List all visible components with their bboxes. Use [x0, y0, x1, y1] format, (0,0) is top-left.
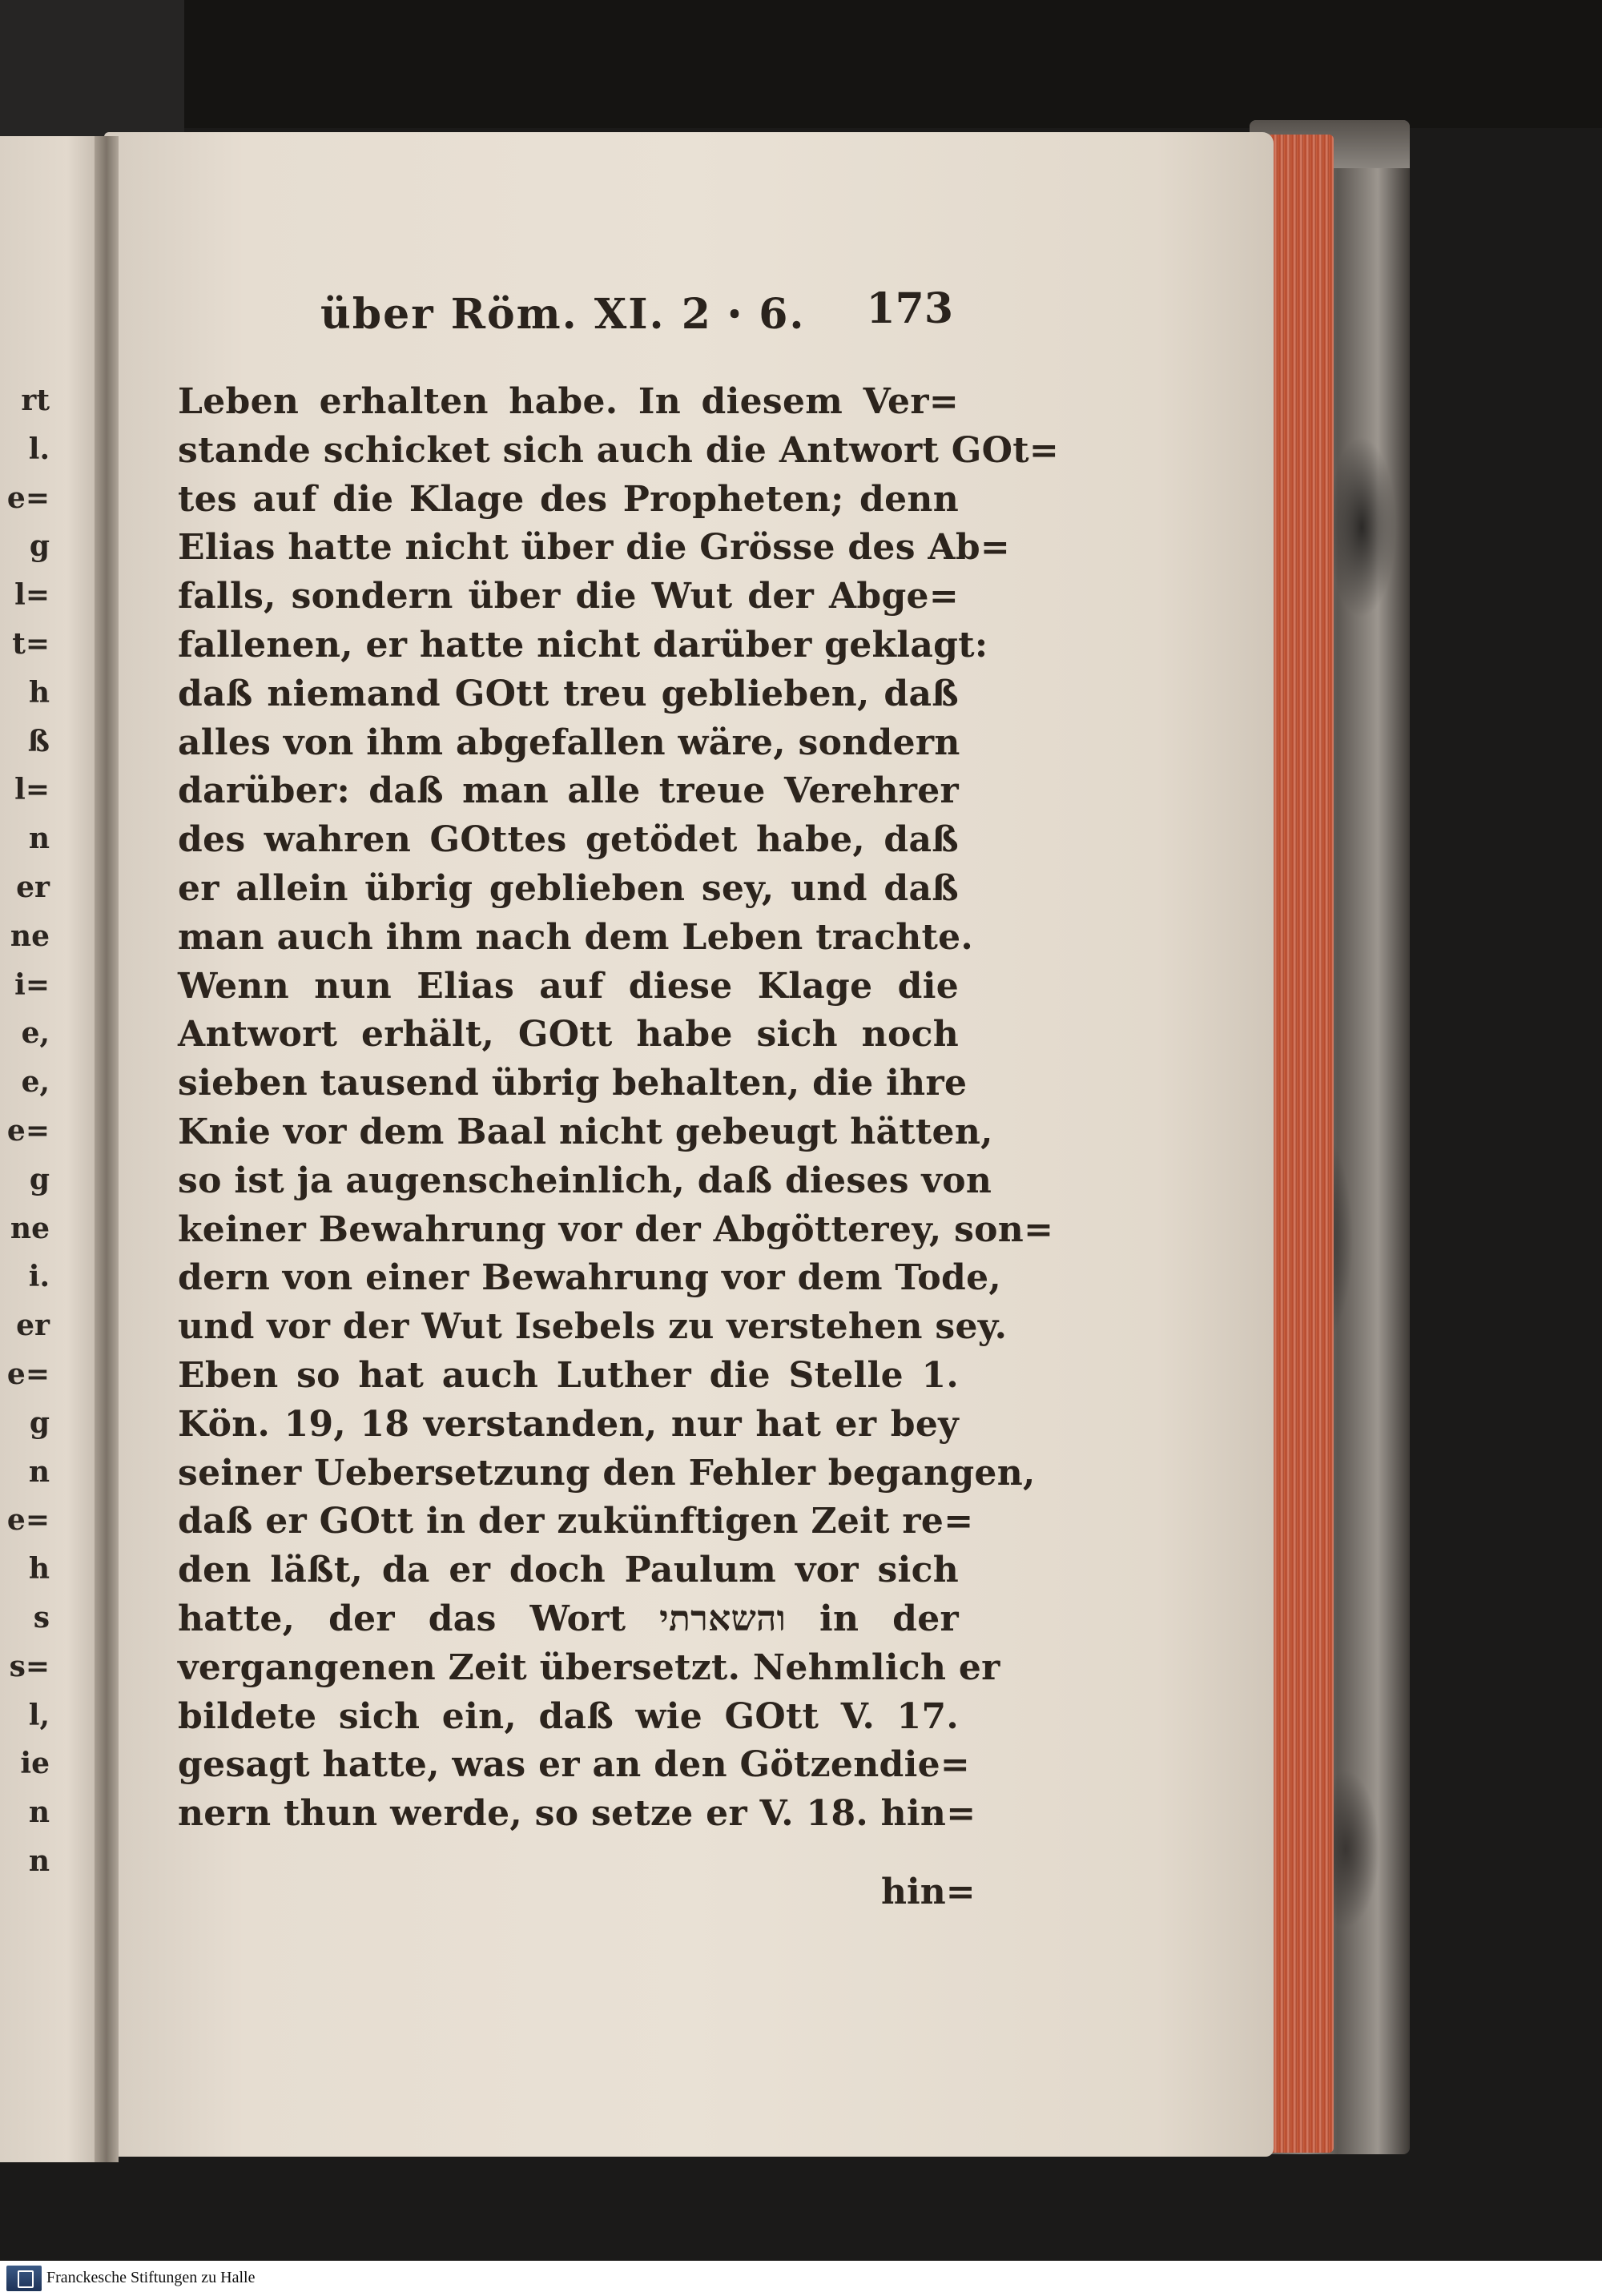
text-line: er allein übrig geblieben sey, und daß	[178, 867, 959, 909]
left-page-line-end: e,	[21, 1065, 50, 1100]
text-line: Eben so hat auch Luther die Stelle 1.	[178, 1354, 959, 1396]
left-page-line-end: rt	[21, 384, 50, 417]
left-page-line-end: e=	[6, 481, 50, 515]
left-page-line-end: e,	[21, 1016, 50, 1051]
left-page-line-end: n	[28, 1795, 50, 1830]
text-line: Elias hatte nicht über die Grösse des Ab=	[178, 527, 1011, 569]
left-page-line-end: ne	[10, 1211, 50, 1245]
left-page-line-end: l=	[14, 773, 50, 807]
text-line: gesagt hatte, was er an den Götzendie=	[178, 1744, 971, 1786]
page-body-text	[178, 378, 1060, 1839]
left-page-line-end: s	[33, 1600, 50, 1635]
text-line: fallenen, er hatte nicht darüber geklagt:	[178, 624, 988, 665]
left-page-line-end: h	[28, 675, 50, 710]
scan-background-corner	[0, 0, 184, 140]
text-line: Kön. 19, 18 verstanden, nur hat er bey	[178, 1403, 959, 1445]
left-page-line-end: e=	[6, 1357, 50, 1391]
text-line: hatte, der das Wort והשארתי in der	[178, 1598, 959, 1639]
book-gutter	[95, 136, 119, 2162]
left-page-line-ends	[0, 376, 50, 1886]
left-page-line-end: s=	[9, 1649, 50, 1683]
text-line: Antwort erhält, GOtt habe sich noch	[178, 1014, 959, 1056]
text-line: sieben tausend übrig behalten, die ihre	[178, 1063, 968, 1104]
left-page-line-end: er	[16, 870, 50, 904]
left-page-line-end: i.	[28, 1260, 50, 1294]
text-line: tes auf die Klage des Propheten; denn	[178, 478, 959, 520]
left-page-line-end: l,	[28, 1698, 50, 1732]
left-page-line-end: g	[29, 1162, 50, 1196]
text-line: daß niemand GOtt treu geblieben, daß	[178, 673, 959, 714]
text-line: Leben erhalten habe. In diesem Ver=	[178, 381, 959, 422]
left-page-line-end: t=	[12, 626, 50, 661]
left-page-line-end: g	[29, 1405, 50, 1440]
text-line: des wahren GOttes getödet habe, daß	[178, 819, 959, 861]
footer-credit: Franckesche Stiftungen zu Halle	[46, 2269, 256, 2286]
page-number: 173	[866, 284, 953, 333]
text-line: seiner Uebersetzung den Fehler begangen,	[178, 1452, 1036, 1494]
left-page-line-end: l=	[14, 578, 50, 613]
left-page-line-end: n	[28, 822, 50, 856]
text-line: daß er GOtt in der zukünftigen Zeit re=	[178, 1501, 974, 1542]
left-page-line-end: ne	[10, 919, 50, 953]
left-page-line-end: ie	[20, 1747, 50, 1781]
text-line: stande schicket sich auch die Antwort GOt=	[178, 429, 1060, 471]
running-title: über Röm. XI. 2 ꞏ 6.	[320, 290, 806, 339]
text-line: nern thun werde, so setze er V. 18. hin=	[178, 1793, 976, 1835]
left-page-line-end: er	[16, 1309, 50, 1343]
text-line: darüber: daß man alle treue Verehrer	[178, 770, 959, 812]
text-line: und vor der Wut Isebels zu verstehen sey.	[178, 1306, 1008, 1348]
scan-background-top	[0, 0, 1602, 128]
text-line: so ist ja augenscheinlich, daß dieses von	[178, 1160, 992, 1201]
franckesche-stiftungen-logo-icon	[6, 2266, 42, 2291]
left-page-line-end: e=	[6, 1113, 50, 1148]
footer-bar	[0, 2261, 1602, 2296]
text-line: vergangenen Zeit übersetzt. Nehmlich er	[178, 1647, 1000, 1688]
catchword: hin=	[881, 1872, 976, 1912]
text-line: Wenn nun Elias auf diese Klage die	[178, 965, 959, 1007]
page-header	[320, 284, 953, 340]
text-line: Knie vor dem Baal nicht gebeugt hätten,	[178, 1111, 993, 1152]
left-page-line-end: ß	[27, 724, 50, 758]
text-line: den läßt, da er doch Paulum vor sich	[178, 1550, 959, 1591]
left-page-line-end: h	[28, 1552, 50, 1586]
text-line: dern von einer Bewahrung vor dem Tode,	[178, 1257, 1002, 1299]
text-line: falls, sondern über die Wut der Abge=	[178, 576, 959, 617]
left-page-line-end: g	[29, 529, 50, 564]
text-line: keiner Bewahrung vor der Abgötterey, son=	[178, 1208, 1054, 1250]
left-page-line-end: i=	[14, 967, 50, 1002]
text-line: bildete sich ein, daß wie GOtt V. 17.	[178, 1695, 959, 1737]
left-page-line-end: l.	[28, 432, 50, 466]
left-page-line-end: n	[28, 1454, 50, 1489]
text-line: alles von ihm abgefallen wäre, sondern	[178, 722, 960, 763]
left-page-line-end: e=	[6, 1503, 50, 1538]
left-page-line-end: n	[28, 1844, 50, 1878]
text-line: man auch ihm nach dem Leben trachte.	[178, 916, 974, 958]
